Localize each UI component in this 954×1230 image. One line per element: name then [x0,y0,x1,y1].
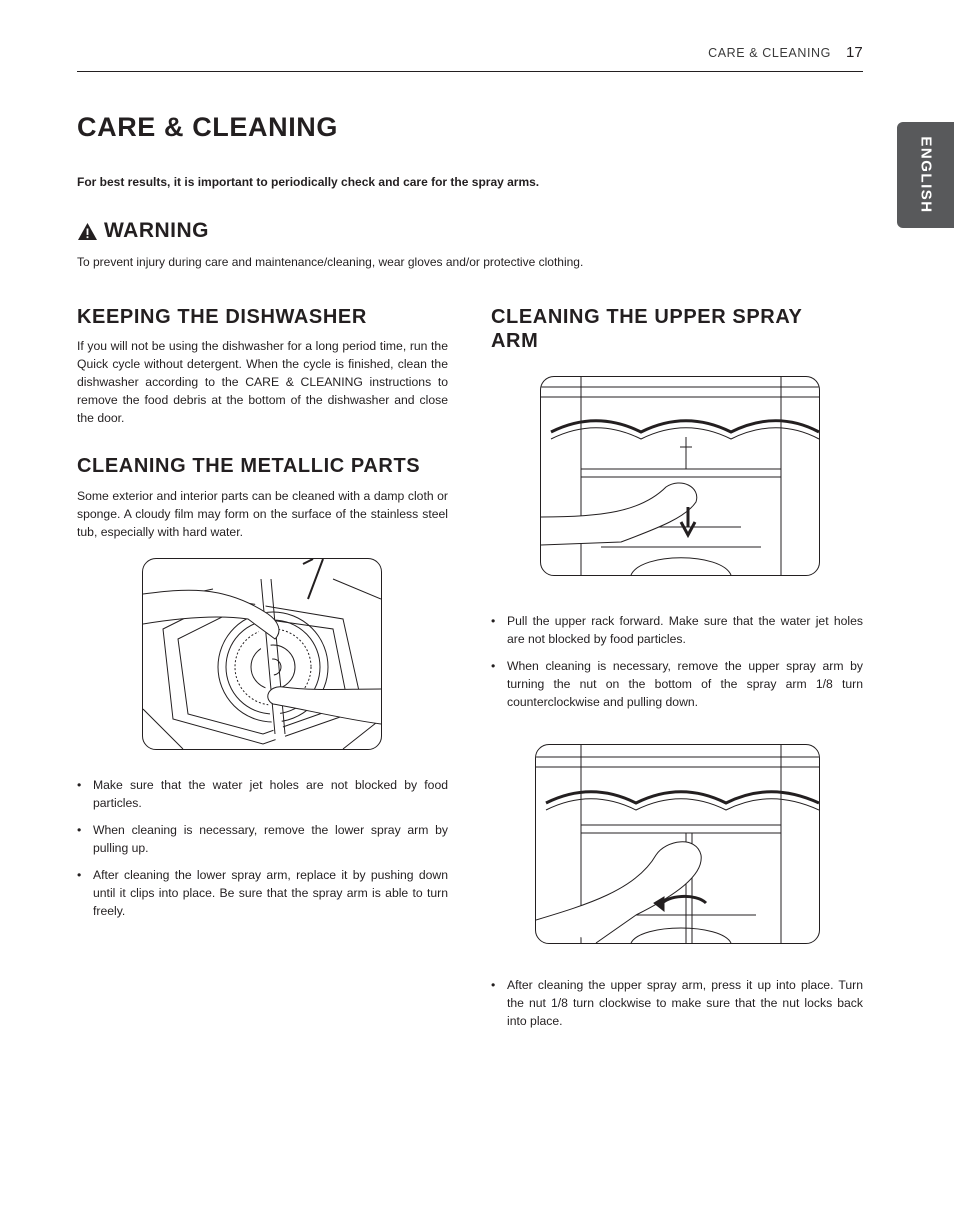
intro-text: For best results, it is important to periodically check and care for the spray arms. [77,175,540,189]
warning-heading-row [77,219,209,243]
warning-triangle-icon [77,222,98,241]
list-item: • After cleaning the lower spray arm, replace it by pushing down until it clips into place. Be sure that the spray arm is able to turn freely. [77,868,448,918]
section-heading-metallic: CLEANING THE METALLIC PARTS [77,455,421,477]
list-item: • Pull the upper rack forward. Make sure that the water jet holes are not blocked by food particles. [491,614,863,646]
language-tab-label: ENGLISH [917,136,934,214]
metallic-body: Some exterior and interior parts can be cleaned with a damp cloth or sponge. A cloudy film may form on the surface of the stainless steel tub, especially with hard water. [77,489,448,539]
language-tab [897,122,954,228]
list-item: • When cleaning is necessary, remove the lower spray arm by pulling up. [77,823,448,855]
lower-arm-bullets [77,776,448,929]
section-heading-keeping: KEEPING THE DISHWASHER [77,306,367,328]
page-title: CARE & CLEANING [77,112,339,142]
page-number: 17 [846,44,863,61]
list-item: • Make sure that the water jet holes are not blocked by food particles. [77,778,448,810]
running-head: CARE & CLEANING [708,46,831,60]
upper-spray-arm-removal-illustration [540,376,820,576]
section-heading-upper-spray-arm: CLEANING THE UPPER SPRAY ARM [491,306,803,352]
upper-arm-reinstall-bullets [491,976,863,1039]
warning-text: To prevent injury during care and maintenance/cleaning, wear gloves and/or protective clothing. [77,255,584,269]
lower-spray-arm-illustration [142,558,382,750]
list-item: • After cleaning the upper spray arm, press it up into place. Turn the nut 1/8 turn clockwise to make sure that the nut locks back into place. [491,978,863,1028]
header-rule [77,71,863,72]
keeping-body: If you will not be using the dishwasher for a long period time, run the Quick cycle without detergent. When the cycle is finished, clean the dishwasher according to the CARE & CLEANING instructions to remove the food debris at the bottom of the dishwasher and close the door. [77,339,448,425]
warning-heading: WARNING [104,219,209,242]
upper-spray-arm-nut-illustration [535,744,820,944]
upper-arm-removal-bullets [491,612,863,720]
list-item: • When cleaning is necessary, remove the upper spray arm by turning the nut on the bottom of the spray arm 1/8 turn counterclockwise and pulling down. [491,659,863,709]
